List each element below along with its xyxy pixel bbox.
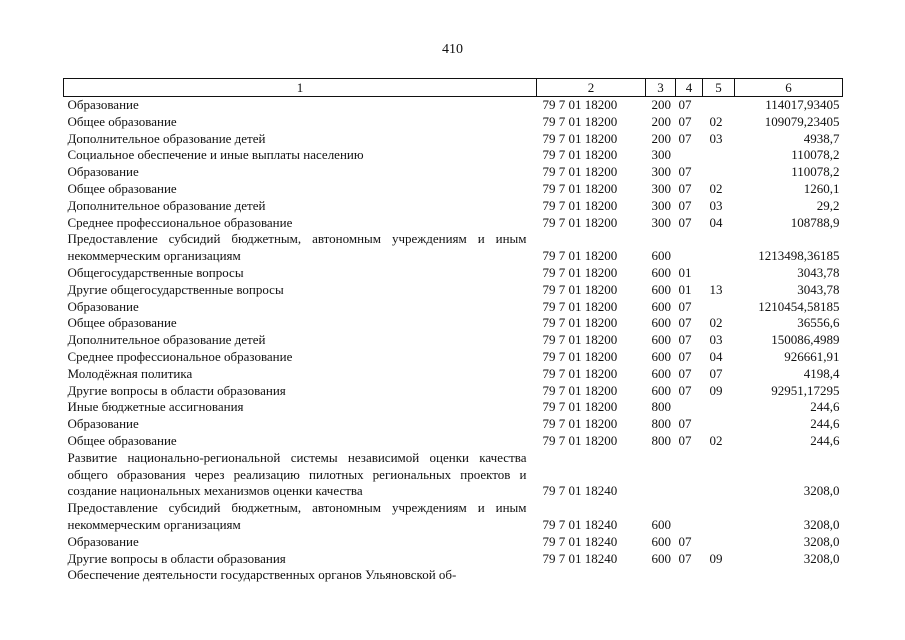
row-section: 07 bbox=[678, 180, 692, 196]
row-subsection bbox=[703, 265, 735, 282]
header-cell-vr: 3 bbox=[646, 79, 676, 97]
table-row bbox=[64, 215, 843, 232]
header-cell-rz: 4 bbox=[676, 79, 703, 97]
row-name: Обеспечение деятельности государственных органов Ульяновской об- bbox=[67, 567, 457, 583]
row-expense-type: 800 bbox=[651, 432, 671, 448]
row-subsection bbox=[703, 231, 735, 265]
table-row bbox=[64, 349, 843, 366]
row-amount: 110078,2 bbox=[791, 147, 840, 163]
row-section bbox=[676, 450, 703, 500]
table-row bbox=[64, 164, 843, 181]
row-section: 07 bbox=[678, 214, 692, 230]
row-subsection bbox=[703, 500, 735, 534]
row-amount: 150086,4989 bbox=[771, 332, 840, 348]
row-expense-type: 600 bbox=[651, 264, 671, 280]
row-section bbox=[676, 567, 703, 584]
row-expense-type: 200 bbox=[651, 97, 671, 112]
row-subsection: 04 bbox=[709, 214, 723, 230]
row-expense-type: 600 bbox=[651, 332, 671, 348]
row-subsection: 07 bbox=[709, 365, 723, 381]
header-cell-name: 1 bbox=[64, 79, 537, 97]
row-name: Другие общегосударственные вопросы bbox=[67, 281, 284, 297]
row-target-article: 79 7 01 18200 bbox=[542, 264, 618, 280]
row-expense-type: 300 bbox=[651, 197, 671, 213]
row-target-article: 79 7 01 18200 bbox=[542, 164, 618, 180]
row-amount: 3043,78 bbox=[797, 264, 840, 280]
row-target-article: 79 7 01 18200 bbox=[542, 365, 618, 381]
row-section: 07 bbox=[678, 332, 692, 348]
row-section bbox=[676, 147, 703, 164]
row-name: Общее образование bbox=[67, 432, 177, 448]
row-amount: 114017,93405 bbox=[765, 97, 840, 112]
row-section: 07 bbox=[678, 164, 692, 180]
table-row bbox=[64, 383, 843, 400]
table-row bbox=[64, 181, 843, 198]
table-body bbox=[64, 97, 843, 585]
row-section: 07 bbox=[678, 113, 692, 129]
row-section: 07 bbox=[678, 298, 692, 314]
row-target-article: 79 7 01 18200 bbox=[542, 147, 618, 163]
row-name: Среднее профессиональное образование bbox=[67, 214, 293, 230]
row-name: Образование bbox=[67, 416, 139, 432]
row-expense-type: 300 bbox=[651, 164, 671, 180]
row-subsection bbox=[703, 164, 735, 181]
row-subsection: 03 bbox=[709, 197, 723, 213]
row-target-article: 79 7 01 18200 bbox=[542, 97, 618, 112]
row-target-article bbox=[537, 567, 646, 584]
row-target-article: 79 7 01 18200 bbox=[542, 399, 618, 415]
row-name: Молодёжная политика bbox=[67, 365, 193, 381]
row-target-article: 79 7 01 18200 bbox=[542, 130, 618, 146]
row-expense-type: 600 bbox=[651, 550, 671, 566]
row-name: Предоставление субсидий бюджетным, автономным учреждениям и иным некоммерческим организациям bbox=[67, 500, 527, 532]
row-section: 07 bbox=[678, 533, 692, 549]
row-expense-type: 200 bbox=[651, 130, 671, 146]
row-section: 07 bbox=[678, 550, 692, 566]
row-subsection bbox=[703, 299, 735, 316]
table-row bbox=[64, 299, 843, 316]
row-expense-type: 800 bbox=[651, 416, 671, 432]
row-name: Дополнительное образование детей bbox=[67, 332, 266, 348]
row-amount bbox=[735, 567, 843, 584]
row-expense-type: 600 bbox=[651, 382, 671, 398]
row-amount: 3208,0 bbox=[803, 483, 840, 499]
table-row bbox=[64, 315, 843, 332]
row-subsection: 02 bbox=[709, 180, 723, 196]
table-row bbox=[64, 265, 843, 282]
row-target-article: 79 7 01 18200 bbox=[542, 180, 618, 196]
row-section: 07 bbox=[678, 432, 692, 448]
table-row bbox=[64, 332, 843, 349]
table-row bbox=[64, 551, 843, 568]
header-cell-amount: 6 bbox=[735, 79, 843, 97]
row-expense-type: 600 bbox=[651, 281, 671, 297]
table-row bbox=[64, 534, 843, 551]
table-row bbox=[64, 282, 843, 299]
row-amount: 3208,0 bbox=[803, 533, 840, 549]
row-subsection bbox=[703, 567, 735, 584]
row-name: Предоставление субсидий бюджетным, автономным учреждениям и иным некоммерческим организациям bbox=[67, 231, 527, 264]
table-row bbox=[64, 366, 843, 383]
row-target-article: 79 7 01 18200 bbox=[542, 281, 618, 297]
table-row bbox=[64, 567, 843, 584]
row-name: Образование bbox=[67, 164, 139, 180]
row-target-article: 79 7 01 18200 bbox=[542, 348, 618, 364]
table-row bbox=[64, 433, 843, 450]
row-target-article: 79 7 01 18200 bbox=[542, 315, 618, 331]
row-name: Другие вопросы в области образования bbox=[67, 382, 286, 398]
row-amount: 110078,2 bbox=[791, 164, 840, 180]
row-subsection: 03 bbox=[709, 130, 723, 146]
row-subsection: 02 bbox=[709, 432, 723, 448]
row-subsection: 03 bbox=[709, 332, 723, 348]
row-subsection: 02 bbox=[709, 315, 723, 331]
header-cell-pr: 5 bbox=[703, 79, 735, 97]
row-subsection: 09 bbox=[709, 550, 723, 566]
row-expense-type bbox=[646, 450, 676, 500]
row-section bbox=[676, 399, 703, 416]
row-amount: 92951,17295 bbox=[771, 382, 840, 398]
row-section: 07 bbox=[678, 348, 692, 364]
row-name: Образование bbox=[67, 533, 139, 549]
row-amount: 244,6 bbox=[810, 416, 840, 432]
row-name: Общегосударственные вопросы bbox=[67, 264, 244, 280]
row-expense-type: 600 bbox=[651, 248, 671, 264]
header-row bbox=[64, 79, 843, 97]
row-expense-type: 600 bbox=[651, 533, 671, 549]
row-expense-type: 300 bbox=[651, 180, 671, 196]
row-expense-type: 600 bbox=[651, 298, 671, 314]
table-row bbox=[64, 198, 843, 215]
row-section: 07 bbox=[678, 382, 692, 398]
budget-table bbox=[63, 78, 843, 584]
row-target-article: 79 7 01 18200 bbox=[542, 432, 618, 448]
row-section: 01 bbox=[678, 264, 692, 280]
row-name: Развитие национально-региональной системы независимой оценки качества общего образования через реализацию пилотных региональных проектов и создание национальных механизмов оценки качества bbox=[67, 449, 527, 499]
row-name: Среднее профессиональное образование bbox=[67, 348, 293, 364]
row-expense-type: 600 bbox=[651, 315, 671, 331]
row-subsection bbox=[703, 450, 735, 500]
table-row bbox=[64, 131, 843, 148]
row-section: 07 bbox=[678, 97, 692, 112]
row-name: Образование bbox=[67, 97, 139, 112]
row-expense-type: 300 bbox=[651, 214, 671, 230]
table-row bbox=[64, 450, 843, 500]
table-row bbox=[64, 147, 843, 164]
row-expense-type: 200 bbox=[651, 113, 671, 129]
row-amount: 1260,1 bbox=[803, 180, 840, 196]
row-amount: 4938,7 bbox=[803, 130, 840, 146]
row-amount: 244,6 bbox=[810, 399, 840, 415]
row-target-article: 79 7 01 18200 bbox=[542, 332, 618, 348]
row-subsection bbox=[703, 399, 735, 416]
row-target-article: 79 7 01 18200 bbox=[542, 214, 618, 230]
row-target-article: 79 7 01 18200 bbox=[542, 197, 618, 213]
row-expense-type bbox=[646, 567, 676, 584]
row-amount: 3043,78 bbox=[797, 281, 840, 297]
row-subsection: 13 bbox=[709, 281, 723, 297]
row-section: 07 bbox=[678, 197, 692, 213]
row-expense-type: 600 bbox=[651, 516, 671, 532]
row-amount: 1213498,36185 bbox=[758, 248, 840, 264]
row-section: 07 bbox=[678, 416, 692, 432]
row-subsection bbox=[703, 416, 735, 433]
page-number: 410 bbox=[442, 42, 463, 57]
row-expense-type: 600 bbox=[651, 365, 671, 381]
row-expense-type: 300 bbox=[651, 147, 671, 163]
row-section: 07 bbox=[678, 130, 692, 146]
row-amount: 109079,23405 bbox=[764, 113, 840, 129]
row-expense-type: 800 bbox=[651, 399, 671, 415]
row-amount: 244,6 bbox=[810, 432, 840, 448]
row-subsection bbox=[703, 147, 735, 164]
row-name: Социальное обеспечение и иные выплаты населению bbox=[67, 147, 364, 163]
row-target-article: 79 7 01 18200 bbox=[542, 382, 618, 398]
row-name: Дополнительное образование детей bbox=[67, 130, 266, 146]
row-amount: 926661,91 bbox=[784, 348, 840, 364]
row-section bbox=[676, 231, 703, 265]
row-amount: 3208,0 bbox=[803, 550, 840, 566]
table-row bbox=[64, 416, 843, 433]
row-amount: 3208,0 bbox=[803, 516, 840, 532]
row-amount: 1210454,58185 bbox=[758, 298, 840, 314]
row-section: 01 bbox=[678, 281, 692, 297]
row-target-article: 79 7 01 18240 bbox=[542, 533, 618, 549]
row-expense-type: 600 bbox=[651, 348, 671, 364]
row-subsection: 02 bbox=[709, 113, 723, 129]
row-subsection bbox=[703, 97, 735, 114]
table-row bbox=[64, 231, 843, 265]
row-target-article: 79 7 01 18240 bbox=[542, 516, 618, 532]
row-name: Образование bbox=[67, 298, 139, 314]
row-name: Общее образование bbox=[67, 180, 177, 196]
row-target-article: 79 7 01 18200 bbox=[542, 298, 618, 314]
table-row bbox=[64, 97, 843, 114]
row-name: Общее образование bbox=[67, 315, 177, 331]
row-section: 07 bbox=[678, 315, 692, 331]
row-amount: 36556,6 bbox=[797, 315, 840, 331]
row-name: Общее образование bbox=[67, 113, 177, 129]
row-name: Дополнительное образование детей bbox=[67, 197, 266, 213]
row-subsection: 09 bbox=[709, 382, 723, 398]
row-target-article: 79 7 01 18200 bbox=[542, 248, 618, 264]
row-subsection: 04 bbox=[709, 348, 723, 364]
row-name: Другие вопросы в области образования bbox=[67, 550, 286, 566]
table-row bbox=[64, 114, 843, 131]
row-target-article: 79 7 01 18200 bbox=[542, 113, 618, 129]
row-target-article: 79 7 01 18240 bbox=[542, 550, 618, 566]
table-row bbox=[64, 500, 843, 534]
row-target-article: 79 7 01 18200 bbox=[542, 416, 618, 432]
table-row bbox=[64, 399, 843, 416]
header-cell-csr: 2 bbox=[537, 79, 646, 97]
row-amount: 4198,4 bbox=[803, 365, 840, 381]
row-subsection bbox=[703, 534, 735, 551]
row-section: 07 bbox=[678, 365, 692, 381]
row-target-article: 79 7 01 18240 bbox=[542, 483, 618, 499]
row-amount: 29,2 bbox=[816, 197, 840, 213]
row-section bbox=[676, 500, 703, 534]
row-name: Иные бюджетные ассигнования bbox=[67, 399, 244, 415]
row-amount: 108788,9 bbox=[790, 214, 840, 230]
